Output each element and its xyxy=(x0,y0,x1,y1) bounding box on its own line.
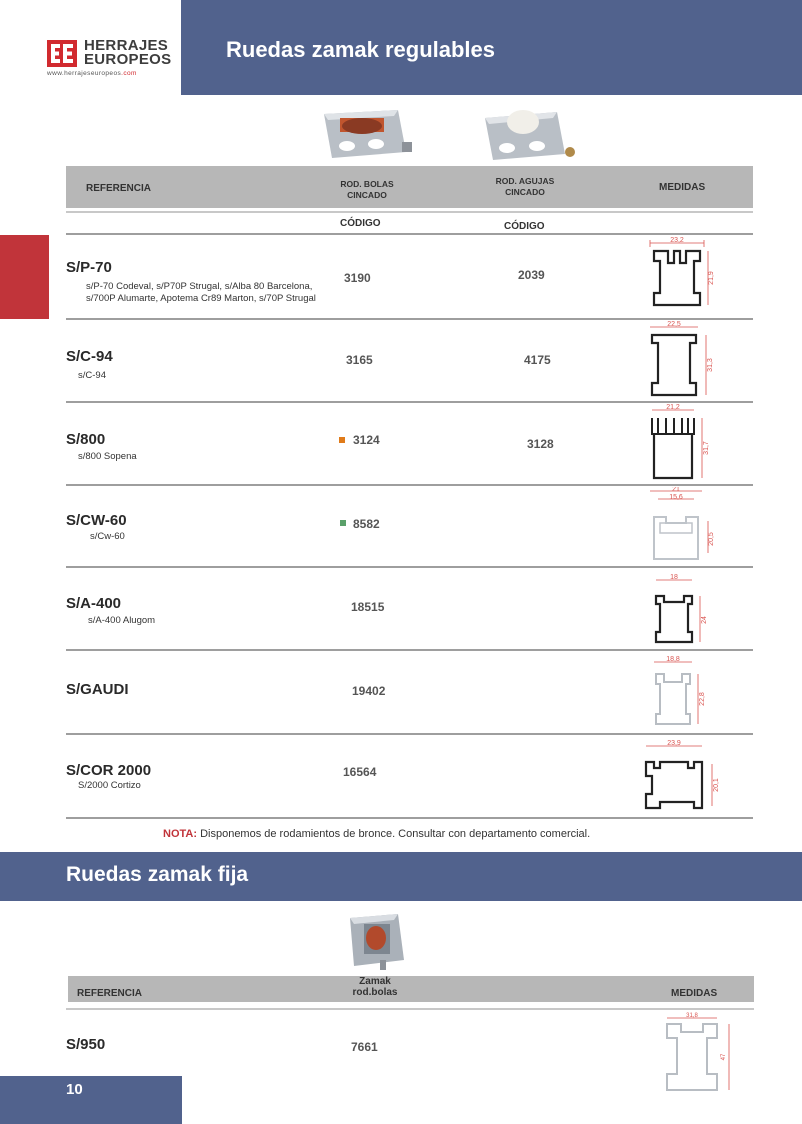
divider xyxy=(66,1008,754,1010)
row-divider xyxy=(66,733,753,735)
code-rod-bolas: 16564 xyxy=(343,765,377,779)
profile-drawing xyxy=(632,652,722,730)
dim-width-inner: 15,6 xyxy=(669,494,683,501)
row-reference: S/CW-60 xyxy=(66,512,127,529)
code-rod-bolas: 8582 xyxy=(353,517,380,531)
fixed-roller-photo xyxy=(342,910,410,972)
table-header-2 xyxy=(68,976,754,1002)
dim-width: 22,5 xyxy=(667,321,681,328)
dim-height: 22,8 xyxy=(699,692,706,706)
profile-drawing xyxy=(632,487,722,565)
row-divider xyxy=(66,817,753,819)
divider xyxy=(66,211,753,213)
dim-height: 47 xyxy=(721,1053,727,1061)
row-description: s/C-94 xyxy=(78,370,106,381)
header-referencia: REFERENCIA xyxy=(86,183,152,194)
page-number-bar xyxy=(0,1076,182,1124)
brand-name: HERRAJES EUROPEOS xyxy=(84,37,172,68)
row-reference: S/C-94 xyxy=(66,348,113,365)
section-tab-marker xyxy=(0,235,49,319)
codigo-label-1: CÓDIGO xyxy=(340,218,381,229)
row-reference: S/A-400 xyxy=(66,595,122,612)
profile-drawing xyxy=(655,1012,745,1096)
dim-width: 21,2 xyxy=(666,404,680,411)
row-divider xyxy=(66,649,753,651)
row-reference: S/GAUDI xyxy=(66,681,129,698)
header-medidas-2: MEDIDAS xyxy=(671,988,718,999)
code-rod-bolas: 3124 xyxy=(353,433,380,447)
code-rod-bolas: 19402 xyxy=(352,684,386,698)
dim-width: 31,8 xyxy=(686,1013,698,1019)
roller-ball-photo xyxy=(314,104,414,164)
row-divider xyxy=(66,318,753,320)
profile-drawing xyxy=(632,736,722,814)
profile-drawing xyxy=(632,570,722,648)
dim-height: 20,1 xyxy=(713,778,720,792)
row-reference: S/800 xyxy=(66,431,106,448)
header-zamak: Zamak rod.bolas xyxy=(352,976,398,998)
code-rod-agujas: 3128 xyxy=(527,437,554,451)
header-rod-agujas: ROD. AGUJAS CINCADO xyxy=(495,176,555,197)
code-rod-bolas: 3165 xyxy=(346,353,373,367)
code-rod-agujas: 4175 xyxy=(524,353,551,367)
row-description: s/A-400 Alugom xyxy=(88,615,156,626)
row-description: s/800 Sopena xyxy=(78,451,137,462)
header-referencia-2: REFERENCIA xyxy=(77,988,143,999)
divider xyxy=(66,233,753,235)
profile-drawing xyxy=(632,404,722,482)
dim-width: 23,2 xyxy=(670,237,684,244)
page-number: 10 xyxy=(66,1081,83,1098)
row-reference: S/COR 2000 xyxy=(66,762,152,779)
page-title: Ruedas zamak regulables xyxy=(226,37,496,62)
profile-drawing xyxy=(632,321,722,399)
dim-height: 31,3 xyxy=(707,358,714,372)
note: NOTA: Disponemos de rodamientos de bronce. Consultar con departamento comercial. xyxy=(163,828,591,840)
codigo-label-2: CÓDIGO xyxy=(504,221,545,232)
code-rod-agujas: 2039 xyxy=(518,268,545,282)
status-marker-green xyxy=(340,520,346,526)
dim-width: 18,8 xyxy=(666,656,680,663)
row-divider xyxy=(66,566,753,568)
row-description: S/2000 Cortizo xyxy=(78,780,141,791)
header-medidas: MEDIDAS xyxy=(659,182,706,193)
row-reference: S/950 xyxy=(66,1036,106,1053)
dim-width: 23,9 xyxy=(667,740,681,747)
row-description: s/P-70 Codeval, s/P70P Strugal, s/Alba 80 Barcelona, s/700P Alumarte, Apotema Cr89 Marton, s/70P Strugal xyxy=(86,281,316,304)
row-divider xyxy=(66,401,753,403)
status-marker-orange xyxy=(339,437,345,443)
code-zamak: 7661 xyxy=(351,1040,378,1054)
row-divider xyxy=(66,484,753,486)
header-rod-bolas: ROD. BOLAS CINCADO xyxy=(340,179,394,200)
row-reference: S/P-70 xyxy=(66,259,112,276)
section-title: Ruedas zamak fija xyxy=(66,863,249,886)
dim-height: 31,7 xyxy=(703,441,710,455)
dim-height: 20,5 xyxy=(708,532,715,546)
dim-height: 24 xyxy=(701,616,708,624)
code-rod-bolas: 3190 xyxy=(344,271,371,285)
brand-logo-icon xyxy=(47,40,77,67)
brand-url[interactable]: www.herrajeseuropeos.com xyxy=(47,70,137,77)
roller-needle-photo xyxy=(477,104,577,164)
code-rod-bolas: 18515 xyxy=(351,600,385,614)
profile-drawing xyxy=(632,237,722,315)
row-description: s/Cw-60 xyxy=(90,531,125,542)
dim-width: 18 xyxy=(670,574,678,581)
dim-height: 21,9 xyxy=(708,271,715,285)
dim-width: 21 xyxy=(672,487,680,493)
